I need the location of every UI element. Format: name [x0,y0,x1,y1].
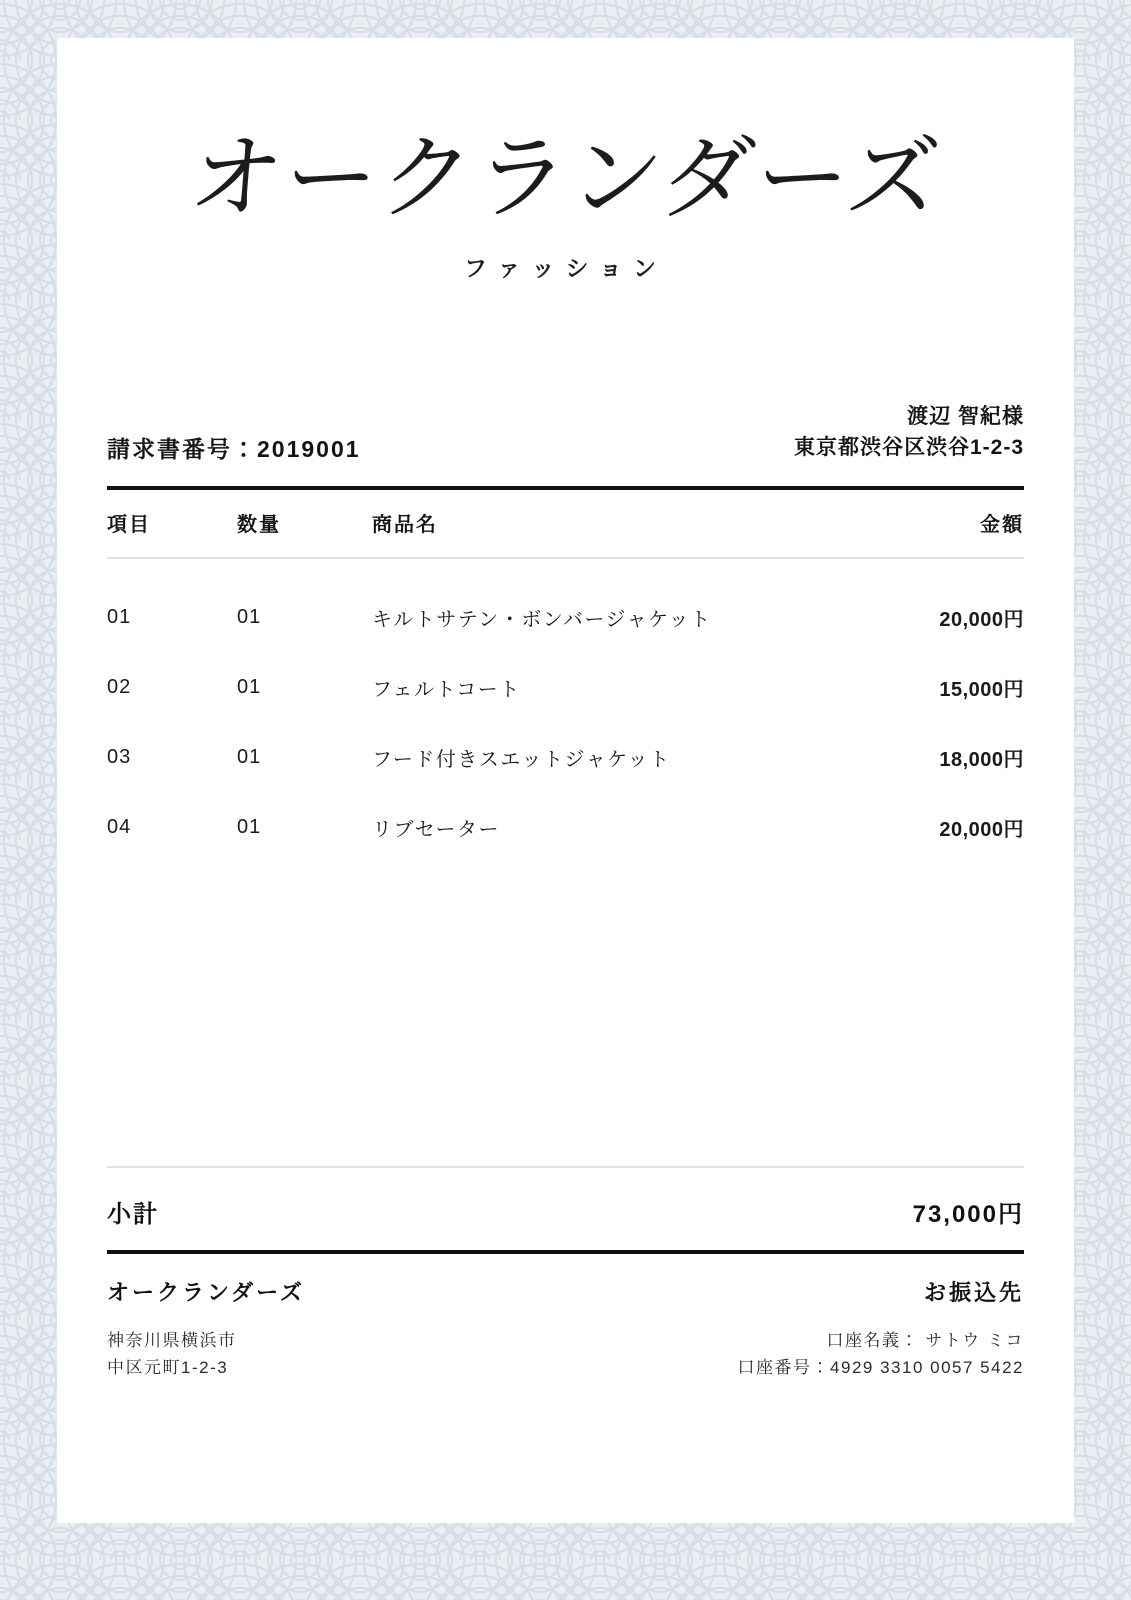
client-block [794,401,1024,464]
table-row [107,652,1024,722]
footer-heading-row [107,1276,1024,1307]
company-address-line1: 神奈川県横浜市 [107,1331,237,1350]
footer-details-row [107,1327,1024,1381]
cell-amount: 20,000円 [939,818,1024,841]
line-items-table [107,486,1024,862]
cell-amount: 18,000円 [939,748,1024,771]
client-address: 東京都渋谷区渋谷1-2-3 [793,436,1024,460]
table-row [107,558,1024,652]
cell-amount: 20,000円 [939,608,1024,631]
cell-quantity: 01 [237,605,262,628]
account-number: 口座番号：4929 3310 0057 5422 [737,1358,1024,1378]
column-header-quantity: 数量 [237,488,372,558]
subtotal-row [107,1166,1024,1251]
table-row [107,792,1024,862]
footer-company-name: オークランダーズ [107,1280,306,1305]
account-holder: 口座名義： サトウ ミコ [826,1331,1024,1350]
column-header-amount: 金額 [794,488,1024,558]
subtotal-value: 73,000円 [912,1201,1024,1228]
table-header [107,488,1024,558]
table-row [107,722,1024,792]
company-address-line2: 中区元町1-2-3 [107,1358,229,1378]
brand-tagline: ファッション [463,254,668,282]
cell-quantity: 01 [237,815,262,838]
bank-details [738,1327,1024,1381]
brand-name: オークランダーズ [185,124,947,232]
table-header-row [107,488,1024,558]
cell-product: リブセーター [372,816,500,841]
column-header-product: 商品名 [372,488,794,558]
cell-product: フード付きスエットジャケット [372,746,671,771]
cell-quantity: 01 [237,675,262,698]
invoice-sheet [57,38,1074,1523]
invoice-footer [107,1250,1024,1381]
brand-block [107,38,1024,283]
table-body [107,558,1024,862]
cell-amount: 15,000円 [939,678,1024,701]
cell-item: 03 [107,745,132,768]
cell-product: キルトサテン・ボンバージャケット [372,606,712,631]
invoice-number: 請求書番号：2019001 [107,435,361,462]
cell-item: 02 [107,675,132,698]
cell-item: 01 [107,605,132,628]
company-address [107,1327,237,1381]
cell-quantity: 01 [237,745,262,768]
footer-payment-title: お振込先 [923,1280,1024,1305]
client-name: 渡辺 智紀様 [907,404,1024,428]
cell-item: 04 [107,815,132,838]
invoice-meta [107,401,1024,464]
cell-product: フェルトコート [372,676,521,701]
column-header-item: 項目 [107,488,237,558]
subtotal-label: 小計 [107,1201,159,1228]
subtotal-section [107,1166,1024,1251]
